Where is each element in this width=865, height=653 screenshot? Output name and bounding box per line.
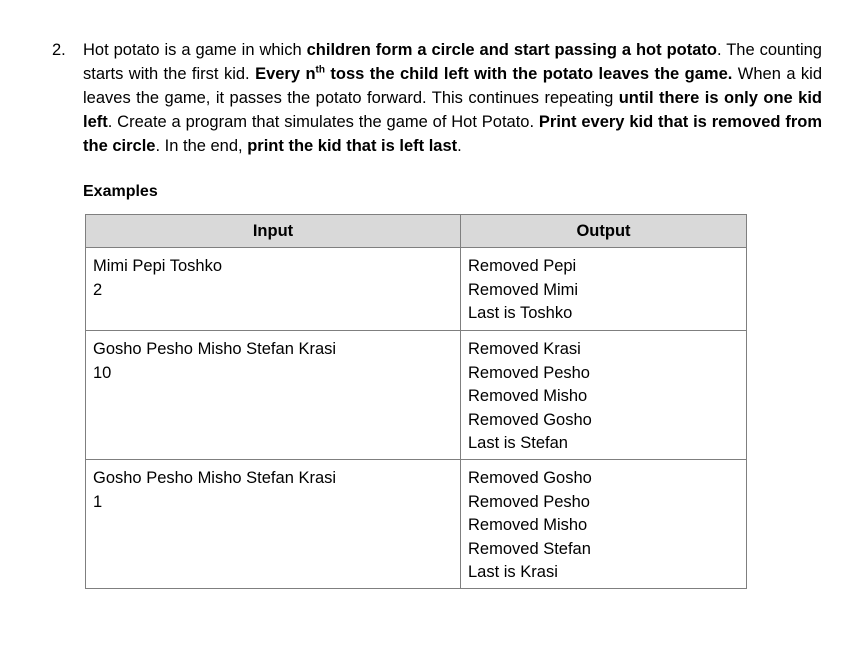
output-line: Removed Gosho xyxy=(468,410,592,429)
table-row xyxy=(86,331,747,460)
problem-number: 2. xyxy=(52,41,66,59)
problem-statement xyxy=(52,38,822,158)
input-line: 10 xyxy=(93,363,112,382)
output-line: Removed Gosho xyxy=(468,469,592,487)
table-header-row xyxy=(86,215,747,248)
table-row xyxy=(86,248,747,331)
output-cell xyxy=(461,248,747,331)
output-column-header: Output xyxy=(461,215,747,248)
problem-text xyxy=(83,38,822,158)
output-line: Removed Stefan xyxy=(468,539,591,558)
problem-segment: . The counting starts with the first kid. xyxy=(83,41,822,83)
input-line: Mimi Pepi Toshko xyxy=(93,257,222,275)
output-line: Last is Krasi xyxy=(468,563,558,581)
table-row xyxy=(86,460,747,589)
examples-table xyxy=(85,214,747,589)
input-line: 1 xyxy=(93,492,103,511)
problem-segment: . In the end, xyxy=(155,137,248,155)
examples-heading: Examples xyxy=(83,183,158,200)
output-line: Removed Misho xyxy=(468,387,588,405)
problem-segment-bold: toss the child left with the potato leaves the game. xyxy=(325,65,733,83)
problem-segment: Hot potato is a game in which xyxy=(83,41,307,59)
problem-segment-bold: until there is only one kid left xyxy=(83,89,822,131)
input-column-header: Input xyxy=(86,215,461,248)
output-line: Removed Mimi xyxy=(468,280,579,299)
output-cell xyxy=(461,460,747,589)
output-line: Removed Pesho xyxy=(468,492,590,511)
problem-superscript: th xyxy=(315,64,325,76)
input-cell xyxy=(86,248,461,331)
problem-segment-bold: Every n xyxy=(255,65,316,83)
output-line: Removed Pesho xyxy=(468,363,590,382)
problem-segment: . xyxy=(457,137,462,155)
problem-segment: When a kid leaves the game, it passes the potato forward. This continues repeating xyxy=(83,65,823,107)
output-line: Removed Misho xyxy=(468,516,588,534)
input-line: Gosho Pesho Misho Stefan Krasi xyxy=(93,469,337,487)
output-line: Removed Krasi xyxy=(468,340,581,358)
output-line: Last is Stefan xyxy=(468,434,568,452)
input-line: 2 xyxy=(93,280,103,299)
input-line: Gosho Pesho Misho Stefan Krasi xyxy=(93,340,337,358)
output-line: Removed Pepi xyxy=(468,257,577,275)
output-cell xyxy=(461,331,747,460)
input-cell xyxy=(86,331,461,460)
problem-segment-bold: Print every kid that is removed from the circle xyxy=(83,113,822,155)
output-line: Last is Toshko xyxy=(468,304,573,322)
problem-segment-bold: children form a circle and start passing a hot potato xyxy=(306,41,717,59)
problem-segment-bold: print the kid that is left last xyxy=(247,137,458,155)
problem-segment: . Create a program that simulates the game of Hot Potato. xyxy=(107,113,539,131)
input-cell xyxy=(86,460,461,589)
